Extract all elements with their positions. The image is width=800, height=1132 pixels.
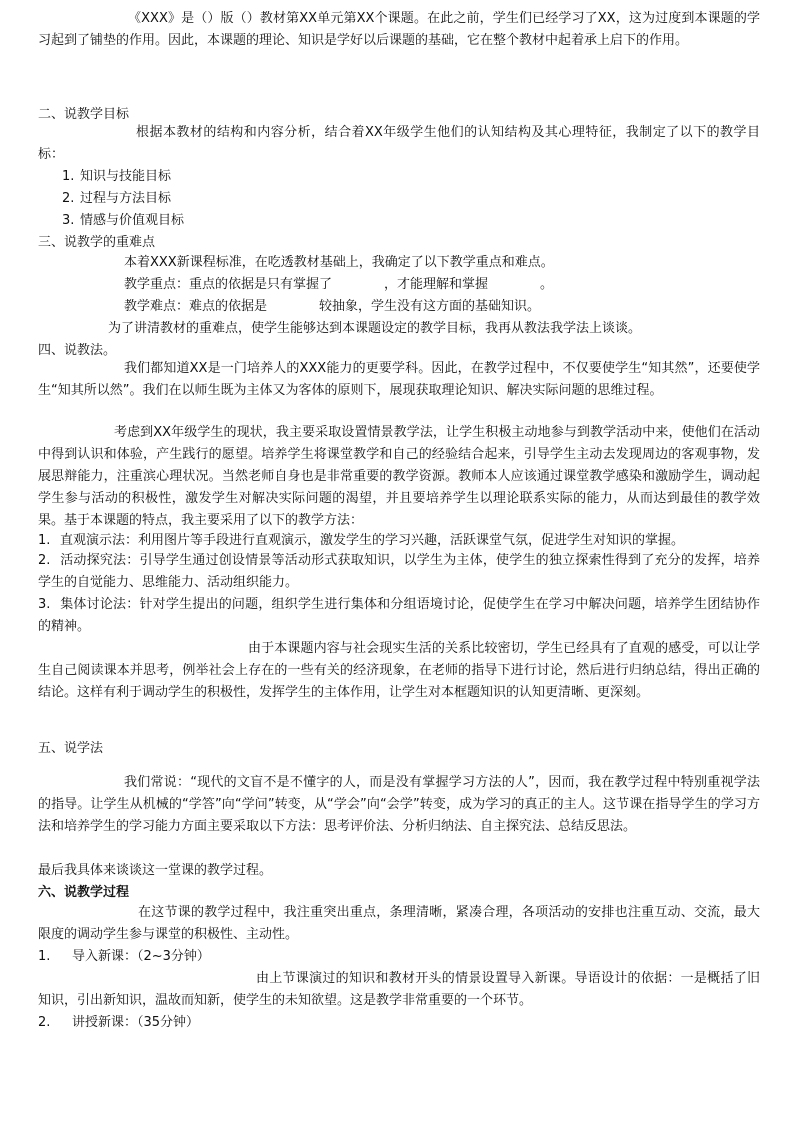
method-text: 集体讨论法：针对学生提出的问题，组织学生进行集体和分组语境讨论，促使学生在学习中解决问题，培养学生团结协作的精神。 xyxy=(38,597,760,634)
goal-number: 1. xyxy=(62,169,75,184)
section-2-heading: 二、说教学目标 xyxy=(38,107,130,122)
method-number: 2. xyxy=(38,553,51,568)
teaching-difficulty-line: 教学难点：难点的依据是 较抽象，学生没有这方面的基础知识。 xyxy=(124,299,541,314)
method-text: 活动探究法：引导学生通过创设情景等活动形式获取知识，以学生为主体，使学生的独立探索性得到了充分的发挥，培养学生的自觉能力、思维能力、活动组织能力。 xyxy=(38,553,760,590)
section-4-heading: 四、说教法。 xyxy=(38,343,117,358)
goal-text: 知识与技能目标 xyxy=(80,169,172,184)
goal-number: 3. xyxy=(62,213,75,228)
method-item xyxy=(38,530,760,552)
section-3-heading: 三、说教学的重难点 xyxy=(38,235,156,250)
method-number: 3. xyxy=(38,597,51,612)
step-number: 2. xyxy=(38,1015,51,1030)
discussion-paragraph: 由于本课题内容与社会现实生活的关系比较密切，学生已经具有了直观的感受，可以让学生自己阅读课本并思考，例举社会上存在的一些有关的经济现象，在老师的指导下进行讨论，然后进行归纳总结，得出正确的结论。这样有利于调动学生的积极性，发挥学生的主体作用，让学生对本框题知识的认知更清晰、更深刻。 xyxy=(38,641,760,700)
teaching-focus-line: 教学重点：重点的依据是只有掌握了 ，才能理解和掌握 。 xyxy=(124,277,554,292)
intro-paragraph: 《XXX》是（）版（）教材第XX单元第XX个课题。在此之前，学生们已经学习了XX，这为过度到本课题的学习起到了铺垫的作用。因此，本课题的理论、知识是学好以后课题的基础，它在整个教材中起着承上启下的作用。 xyxy=(38,11,760,48)
step-title: 讲授新课：（35分钟） xyxy=(72,1015,200,1030)
method-item xyxy=(38,594,760,638)
method-number: 1. xyxy=(38,533,51,548)
step-title: 导入新课：（2~3分钟） xyxy=(72,949,210,964)
section-6-heading: 六、说教学过程 xyxy=(38,885,130,900)
goal-text: 过程与方法目标 xyxy=(80,191,172,206)
method-item xyxy=(38,550,760,594)
goal-item xyxy=(62,166,171,188)
teaching-process-paragraph: 在这节课的教学过程中，我注重突出重点，条理清晰，紧凑合理，各项活动的安排也注重互动、交流，最大限度的调动学生参与课堂的积极性、主动性。 xyxy=(38,905,760,942)
process-step-1 xyxy=(38,946,210,968)
teaching-method-paragraph-1: 我们都知道XX是一门培养人的XXX能力的更要学科。因此，在教学过程中，不仅要使学生“知其然”，还要使学生“知其所以然”。我们在以师生既为主体又为客体的原则下，展现获取理论知识、解决实际问题的思维过程。 xyxy=(38,361,760,398)
step-number: 1. xyxy=(38,949,51,964)
transition-line: 为了讲清教材的重难点，使学生能够达到本课题设定的教学目标，我再从教法我学法上谈谈。 xyxy=(108,321,642,336)
learning-method-paragraph: 我们常说：“现代的文盲不是不懂字的人，而是没有掌握学习方法的人”，因而，我在教学过程中特别重视学法的指导。让学生从机械的“学答”向“学问”转变，从“学会”向“会学”转变，成为学习的真正的主人。这节课在指导学生的学习方法和培养学生的学习能力方面主要采取以下方法：思考评价法、分析归纳法、自主探究法、总结反思法。 xyxy=(38,775,760,834)
lead-in-paragraph: 由上节课演过的知识和教材开头的情景设置导入新课。导语设计的依据：一是概括了旧知识，引出新知识，温故而知新，使学生的未知欲望。这是教学非常重要的一个环节。 xyxy=(38,971,760,1008)
teaching-goals-paragraph: 根据本教材的结构和内容分析，结合着XX年级学生他们的认知结构及其心理特征，我制定了以下的教学目标： xyxy=(38,125,760,162)
goal-item xyxy=(62,188,171,210)
teaching-method-paragraph-2: 考虑到XX年级学生的现状，我主要采取设置情景教学法，让学生积极主动地参与到教学活动中来，使他们在活动中得到认识和体验，产生践行的愿望。培养学生将课堂教学和自己的经验结合起来，引导学生主动去发现周边的客观事物，发展思辩能力，注重滨心理状况。当然老师自身也是非常重要的教学资源。教师本人应该通过课堂教学感染和激励学生，调动起学生参与活动的积极性，激发学生对解决实际问题的渴望，并且要培养学生以理论联系实际的能力，从而达到最佳的教学效果。基于本课题的特点，我主要采用了以下的教学方法： xyxy=(38,425,760,528)
goal-number: 2. xyxy=(62,191,75,206)
closing-line: 最后我具体来谈谈这一堂课的教学过程。 xyxy=(38,863,273,878)
section-5-heading: 五、说学法 xyxy=(38,741,104,756)
process-step-2 xyxy=(38,1012,199,1034)
goal-text: 情感与价值观目标 xyxy=(80,213,185,228)
method-text: 直观演示法：利用图片等手段进行直观演示，激发学生的学习兴趣，活跃课堂气氛，促进学生对知识的掌握。 xyxy=(60,533,685,548)
key-points-intro: 本着XXX新课程标准，在吃透教材基础上，我确定了以下教学重点和难点。 xyxy=(124,255,554,270)
goal-item xyxy=(62,210,184,232)
